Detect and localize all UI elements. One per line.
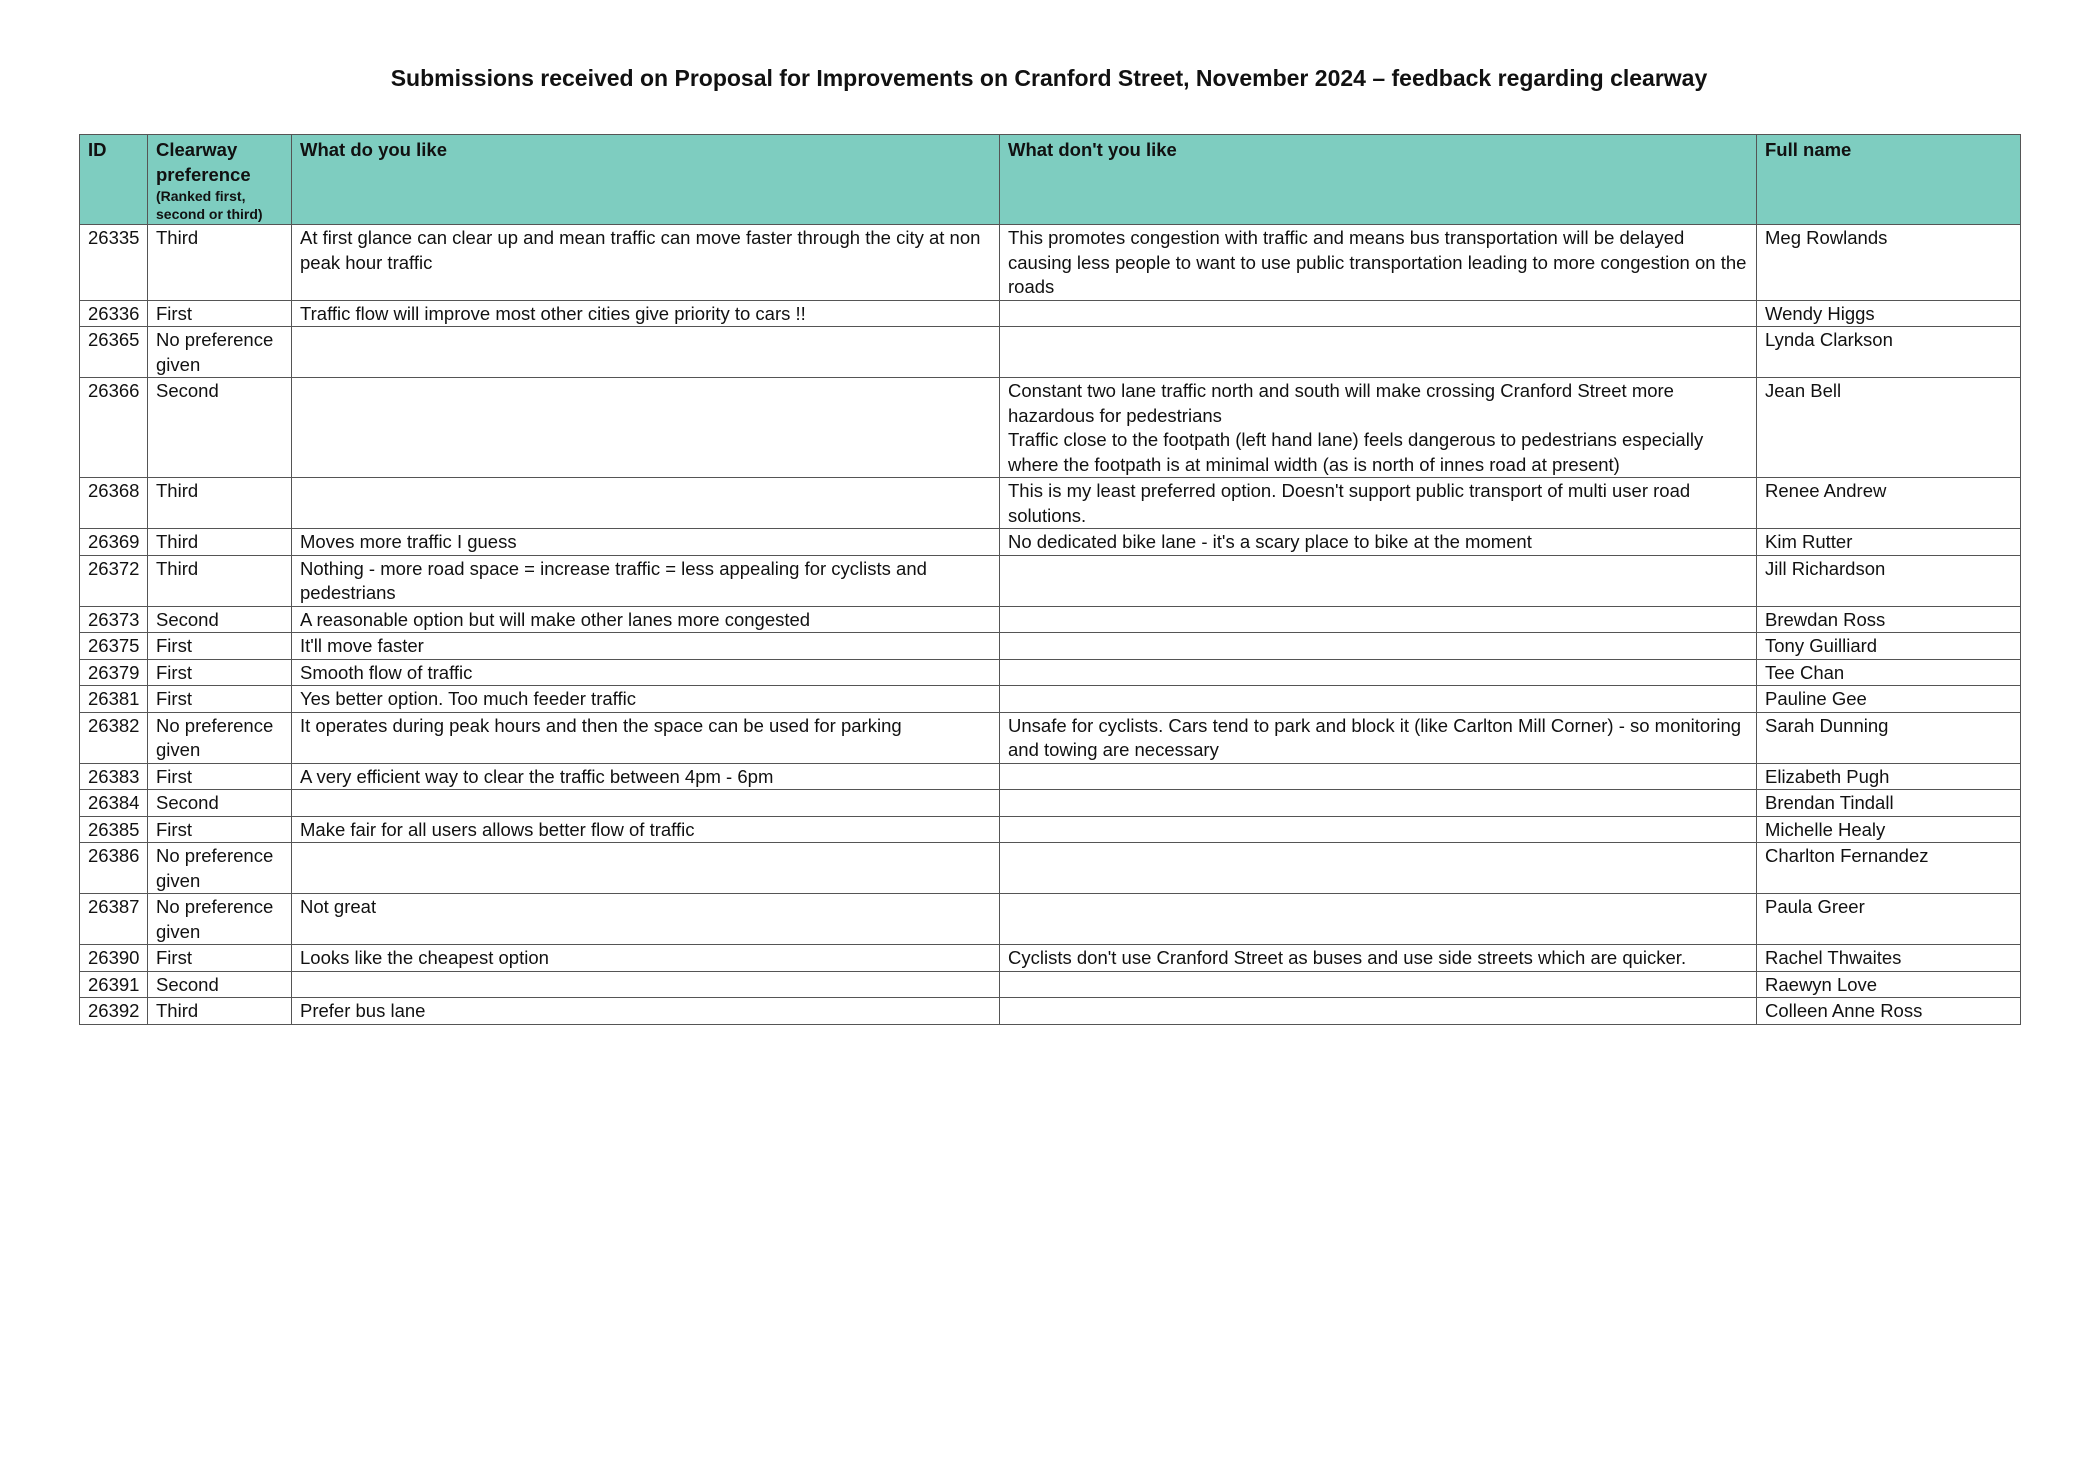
cell-dislike — [1000, 606, 1757, 633]
cell-dislike — [1000, 790, 1757, 817]
header-preference-note: (Ranked first, second or third) — [156, 188, 263, 222]
cell-id: 26383 — [80, 763, 148, 790]
cell-dislike-text: Cyclists don't use Cranford Street as buses and use side streets which are quicker. — [1008, 947, 1687, 968]
cell-name: Paula Greer — [1757, 894, 2021, 945]
cell-name: Renee Andrew — [1757, 478, 2021, 529]
cell-dislike-text: This is my least preferred option. Doesn't support public transport of multi user road solutions. — [1008, 480, 1691, 526]
cell-id: 26392 — [80, 998, 148, 1025]
cell-dislike — [1000, 843, 1757, 894]
header-preference-label: Clearway preference — [156, 139, 251, 185]
page-title: Submissions received on Proposal for Improvements on Cranford Street, November 2024 – feedback regarding clearway — [390, 65, 1708, 91]
table-row — [80, 816, 2021, 843]
cell-dislike — [1000, 945, 1757, 972]
cell-id: 26375 — [80, 633, 148, 660]
cell-preference: Third — [148, 529, 292, 556]
cell-id: 26369 — [80, 529, 148, 556]
cell-dislike — [1000, 378, 1757, 478]
table-row — [80, 763, 2021, 790]
cell-name: Kim Rutter — [1757, 529, 2021, 556]
cell-preference: First — [148, 816, 292, 843]
cell-id: 26335 — [80, 225, 148, 301]
cell-id: 26373 — [80, 606, 148, 633]
cell-like: Traffic flow will improve most other cities give priority to cars !! — [292, 300, 1000, 327]
cell-name: Jean Bell — [1757, 378, 2021, 478]
cell-dislike — [1000, 763, 1757, 790]
table-row — [80, 843, 2021, 894]
cell-dislike-text: No dedicated bike lane - it's a scary place to bike at the moment — [1008, 531, 1532, 552]
cell-preference: No preference given — [148, 894, 292, 945]
cell-like: Looks like the cheapest option — [292, 945, 1000, 972]
cell-like: Smooth flow of traffic — [292, 659, 1000, 686]
cell-preference: Third — [148, 555, 292, 606]
table-row — [80, 712, 2021, 763]
cell-preference: Third — [148, 478, 292, 529]
table-row — [80, 686, 2021, 713]
cell-dislike — [1000, 327, 1757, 378]
cell-id: 26391 — [80, 971, 148, 998]
table-row — [80, 998, 2021, 1025]
cell-name: Meg Rowlands — [1757, 225, 2021, 301]
cell-like: Nothing - more road space = increase traffic = less appealing for cyclists and pedestrians — [292, 555, 1000, 606]
table-row — [80, 790, 2021, 817]
cell-dislike — [1000, 300, 1757, 327]
submissions-table — [79, 134, 2021, 1025]
cell-preference: Second — [148, 606, 292, 633]
cell-name: Michelle Healy — [1757, 816, 2021, 843]
cell-dislike — [1000, 686, 1757, 713]
cell-name: Tee Chan — [1757, 659, 2021, 686]
table-row — [80, 894, 2021, 945]
table-row — [80, 633, 2021, 660]
cell-name: Jill Richardson — [1757, 555, 2021, 606]
header-id: ID — [80, 135, 148, 225]
cell-dislike — [1000, 712, 1757, 763]
cell-preference: Third — [148, 998, 292, 1025]
cell-like: It operates during peak hours and then the space can be used for parking — [292, 712, 1000, 763]
cell-id: 26384 — [80, 790, 148, 817]
cell-id: 26386 — [80, 843, 148, 894]
cell-like — [292, 971, 1000, 998]
cell-id: 26336 — [80, 300, 148, 327]
cell-id: 26385 — [80, 816, 148, 843]
cell-name: Brewdan Ross — [1757, 606, 2021, 633]
header-dislike: What don't you like — [1000, 135, 1757, 225]
table-row — [80, 225, 2021, 301]
table-header-row — [80, 135, 2021, 225]
cell-dislike — [1000, 555, 1757, 606]
table-row — [80, 378, 2021, 478]
cell-dislike-text: This promotes congestion with traffic and means bus transportation will be delayed causing less people to want to use public transportation leading to more congestion on the roads — [1008, 227, 1747, 297]
header-like: What do you like — [292, 135, 1000, 225]
table-row — [80, 659, 2021, 686]
cell-id: 26390 — [80, 945, 148, 972]
cell-dislike — [1000, 816, 1757, 843]
cell-like: Moves more traffic I guess — [292, 529, 1000, 556]
cell-preference: No preference given — [148, 843, 292, 894]
cell-preference: Second — [148, 790, 292, 817]
cell-like — [292, 790, 1000, 817]
cell-id: 26368 — [80, 478, 148, 529]
cell-name: Tony Guilliard — [1757, 633, 2021, 660]
cell-dislike — [1000, 659, 1757, 686]
cell-preference: Second — [148, 971, 292, 998]
table-row — [80, 945, 2021, 972]
cell-like — [292, 478, 1000, 529]
cell-name: Lynda Clarkson — [1757, 327, 2021, 378]
cell-preference: First — [148, 659, 292, 686]
cell-dislike — [1000, 478, 1757, 529]
cell-id: 26379 — [80, 659, 148, 686]
cell-preference: First — [148, 686, 292, 713]
cell-id: 26366 — [80, 378, 148, 478]
cell-name: Rachel Thwaites — [1757, 945, 2021, 972]
table-row — [80, 606, 2021, 633]
table-row — [80, 327, 2021, 378]
cell-preference: Second — [148, 378, 292, 478]
cell-preference: First — [148, 763, 292, 790]
cell-name: Colleen Anne Ross — [1757, 998, 2021, 1025]
header-name: Full name — [1757, 135, 2021, 225]
cell-preference: First — [148, 633, 292, 660]
table-row — [80, 971, 2021, 998]
cell-like: A very efficient way to clear the traffic between 4pm - 6pm — [292, 763, 1000, 790]
table-row — [80, 555, 2021, 606]
cell-name: Elizabeth Pugh — [1757, 763, 2021, 790]
cell-preference: Third — [148, 225, 292, 301]
cell-dislike-text: Unsafe for cyclists. Cars tend to park and block it (like Carlton Mill Corner) - so monitoring and towing are necessary — [1008, 714, 1742, 760]
table-row — [80, 300, 2021, 327]
cell-preference: First — [148, 945, 292, 972]
cell-name: Pauline Gee — [1757, 686, 2021, 713]
cell-dislike-text-2: Traffic close to the footpath (left hand lane) feels dangerous to pedestrians especially where the footpath is at minimal width (as is north of innes road at present) — [1008, 429, 1704, 475]
cell-name: Brendan Tindall — [1757, 790, 2021, 817]
cell-name: Sarah Dunning — [1757, 712, 2021, 763]
cell-like: At first glance can clear up and mean traffic can move faster through the city at non peak hour traffic — [292, 225, 1000, 301]
cell-id: 26381 — [80, 686, 148, 713]
cell-like: Prefer bus lane — [292, 998, 1000, 1025]
cell-preference: No preference given — [148, 327, 292, 378]
cell-like: A reasonable option but will make other lanes more congested — [292, 606, 1000, 633]
table-row — [80, 478, 2021, 529]
cell-name: Charlton Fernandez — [1757, 843, 2021, 894]
cell-preference: First — [148, 300, 292, 327]
cell-like: Yes better option. Too much feeder traffic — [292, 686, 1000, 713]
cell-id: 26365 — [80, 327, 148, 378]
cell-like — [292, 327, 1000, 378]
cell-like — [292, 843, 1000, 894]
cell-preference: No preference given — [148, 712, 292, 763]
table-row — [80, 529, 2021, 556]
cell-dislike — [1000, 225, 1757, 301]
cell-like: It'll move faster — [292, 633, 1000, 660]
cell-like — [292, 378, 1000, 478]
cell-dislike-text: Constant two lane traffic north and south will make crossing Cranford Street more hazardous for pedestrians — [1008, 380, 1674, 426]
cell-dislike — [1000, 529, 1757, 556]
cell-like: Make fair for all users allows better flow of traffic — [292, 816, 1000, 843]
header-preference — [148, 135, 292, 225]
cell-name: Wendy Higgs — [1757, 300, 2021, 327]
cell-dislike — [1000, 971, 1757, 998]
cell-dislike — [1000, 894, 1757, 945]
cell-name: Raewyn Love — [1757, 971, 2021, 998]
cell-id: 26372 — [80, 555, 148, 606]
cell-dislike — [1000, 998, 1757, 1025]
cell-dislike — [1000, 633, 1757, 660]
cell-id: 26382 — [80, 712, 148, 763]
cell-like: Not great — [292, 894, 1000, 945]
cell-id: 26387 — [80, 894, 148, 945]
